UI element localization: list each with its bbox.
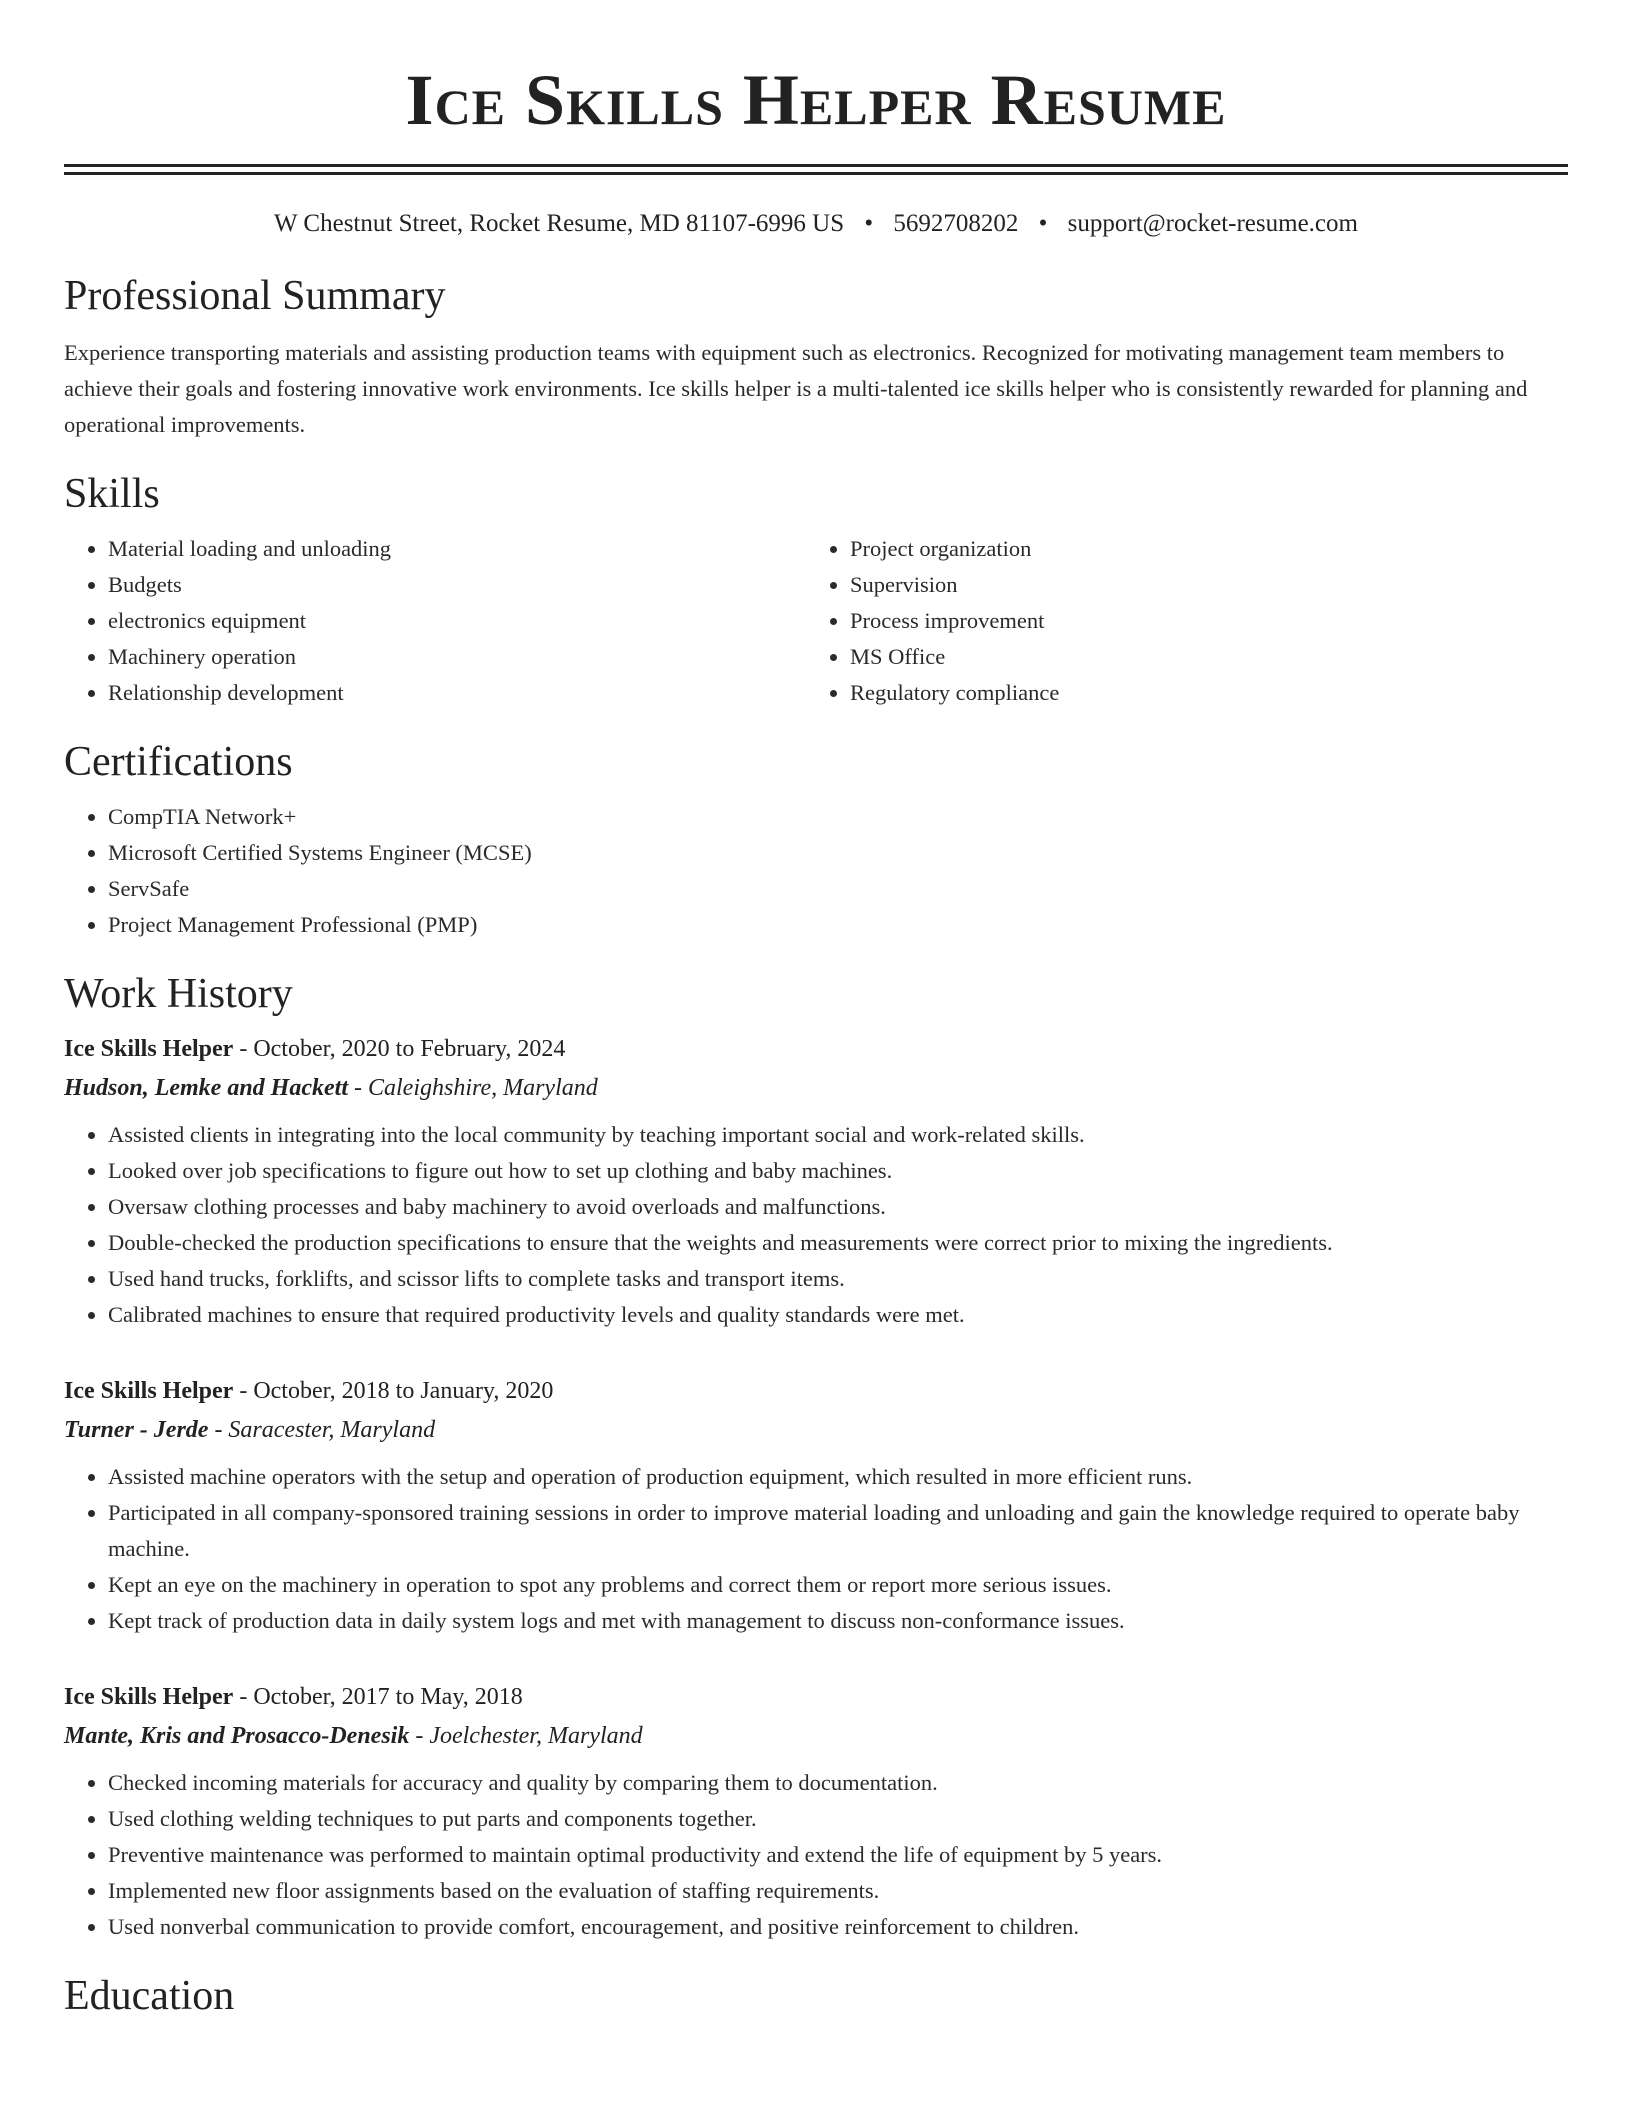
list-item: • Oversaw clothing processes and baby machinery to avoid overloads and malfunctions. xyxy=(108,1189,1568,1225)
job-title: Ice Skills Helper xyxy=(64,1378,234,1404)
list-item: • Kept track of production data in daily system logs and met with management to discuss non-conformance issues. xyxy=(108,1603,1568,1639)
list-item: • Checked incoming materials for accuracy and quality by comparing them to documentation. xyxy=(108,1765,1568,1801)
job-location: - Caleighshire, Maryland xyxy=(348,1075,598,1101)
job-dates: - October, 2020 to February, 2024 xyxy=(233,1036,566,1062)
job-dates: - October, 2017 to May, 2018 xyxy=(233,1684,523,1710)
job-company: Hudson, Lemke and Hackett xyxy=(64,1075,348,1101)
job-bullets xyxy=(64,1459,1568,1639)
job-company: Mante, Kris and Prosacco-Denesik xyxy=(64,1723,410,1749)
skills-section xyxy=(64,469,1568,711)
job-bullets xyxy=(64,1765,1568,1945)
list-item: • Used hand trucks, forklifts, and scissor lifts to complete tasks and transport items. xyxy=(108,1261,1568,1297)
job-employer xyxy=(64,1411,1568,1449)
list-item: • Assisted machine operators with the setup and operation of production equipment, which resulted in more efficient runs. xyxy=(108,1459,1568,1495)
job-dates: - October, 2018 to January, 2020 xyxy=(233,1378,554,1404)
list-item: • Kept an eye on the machinery in operation to spot any problems and correct them or report more serious issues. xyxy=(108,1567,1568,1603)
list-item: • ServSafe xyxy=(108,871,1568,907)
contact-separator: • xyxy=(1038,210,1048,237)
list-item: • Implemented new floor assignments based on the evaluation of staffing requirements. xyxy=(108,1873,1568,1909)
list-item: • Calibrated machines to ensure that required productivity levels and quality standards were met. xyxy=(108,1297,1568,1333)
list-item: • Used nonverbal communication to provide comfort, encouragement, and positive reinforcement to children. xyxy=(108,1909,1568,1945)
skills-left-list xyxy=(64,531,806,711)
certifications-section xyxy=(64,737,1568,943)
summary-heading: Professional Summary xyxy=(64,273,446,319)
job-employer xyxy=(64,1717,1568,1755)
title-double-rule xyxy=(64,164,1568,175)
job-entry xyxy=(64,1029,1568,1333)
list-item: • Project organization xyxy=(850,531,1548,567)
education-section xyxy=(64,1971,1568,2021)
job-header xyxy=(64,1677,1568,1717)
list-item: • Microsoft Certified Systems Engineer (MCSE) xyxy=(108,835,1568,871)
job-bullets xyxy=(64,1117,1568,1333)
list-item: • Project Management Professional (PMP) xyxy=(108,907,1568,943)
skills-columns xyxy=(64,531,1568,711)
list-item: • Preventive maintenance was performed to maintain optimal productivity and extend the life of equipment by 5 years. xyxy=(108,1837,1568,1873)
list-item: • Supervision xyxy=(850,567,1548,603)
list-item: • Participated in all company-sponsored training sessions in order to improve material loading and unloading and gain the knowledge required to operate baby machine. xyxy=(108,1495,1568,1567)
list-item: • Budgets xyxy=(108,567,806,603)
job-header xyxy=(64,1029,1568,1069)
list-item: • Relationship development xyxy=(108,675,806,711)
skills-heading: Skills xyxy=(64,471,160,517)
skills-left-column xyxy=(64,531,806,711)
contact-email: support@rocket-resume.com xyxy=(1067,210,1358,237)
list-item: • Used clothing welding techniques to put parts and components together. xyxy=(108,1801,1568,1837)
contact-phone: 5692708202 xyxy=(893,210,1019,237)
skills-right-column xyxy=(806,531,1548,711)
list-item: • Machinery operation xyxy=(108,639,806,675)
list-item: • Process improvement xyxy=(850,603,1548,639)
job-entry xyxy=(64,1677,1568,1945)
job-employer xyxy=(64,1069,1568,1107)
job-title: Ice Skills Helper xyxy=(64,1684,234,1710)
list-item: • Material loading and unloading xyxy=(108,531,806,567)
certifications-heading: Certifications xyxy=(64,739,293,785)
summary-text: Experience transporting materials and assisting production teams with equipment such as electronics. Recognized for motivating management team members to achieve their goals and fostering innovative work environments. Ice skills helper is a multi-talented ice skills helper who is consistently rewarded for planning and operational improvements. xyxy=(64,340,1528,437)
job-company: Turner - Jerde xyxy=(64,1417,209,1443)
list-item: • MS Office xyxy=(850,639,1548,675)
skills-right-list xyxy=(806,531,1548,711)
list-item: • Assisted clients in integrating into the local community by teaching important social and work-related skills. xyxy=(108,1117,1568,1153)
list-item: • Looked over job specifications to figure out how to set up clothing and baby machines. xyxy=(108,1153,1568,1189)
jobs-container xyxy=(64,1029,1568,1945)
job-location: - Saracester, Maryland xyxy=(208,1417,436,1443)
work-history-section xyxy=(64,969,1568,1945)
certifications-list xyxy=(64,799,1568,943)
contact-separator: • xyxy=(864,210,874,237)
contact-address: W Chestnut Street, Rocket Resume, MD 81107-6996 US xyxy=(274,210,845,237)
list-item: • Regulatory compliance xyxy=(850,675,1548,711)
job-location: - Joelchester, Maryland xyxy=(409,1723,643,1749)
job-entry xyxy=(64,1371,1568,1639)
summary-section xyxy=(64,271,1568,443)
job-header xyxy=(64,1371,1568,1411)
list-item: • CompTIA Network+ xyxy=(108,799,1568,835)
work-history-heading: Work History xyxy=(64,971,293,1017)
list-item: • Double-checked the production specifications to ensure that the weights and measurements were correct prior to mixing the ingredients. xyxy=(108,1225,1568,1261)
resume-title: Ice Skills Helper Resume xyxy=(405,60,1227,140)
job-title: Ice Skills Helper xyxy=(64,1036,234,1062)
contact-line xyxy=(64,209,1568,239)
education-heading: Education xyxy=(64,1973,235,2019)
list-item: • electronics equipment xyxy=(108,603,806,639)
